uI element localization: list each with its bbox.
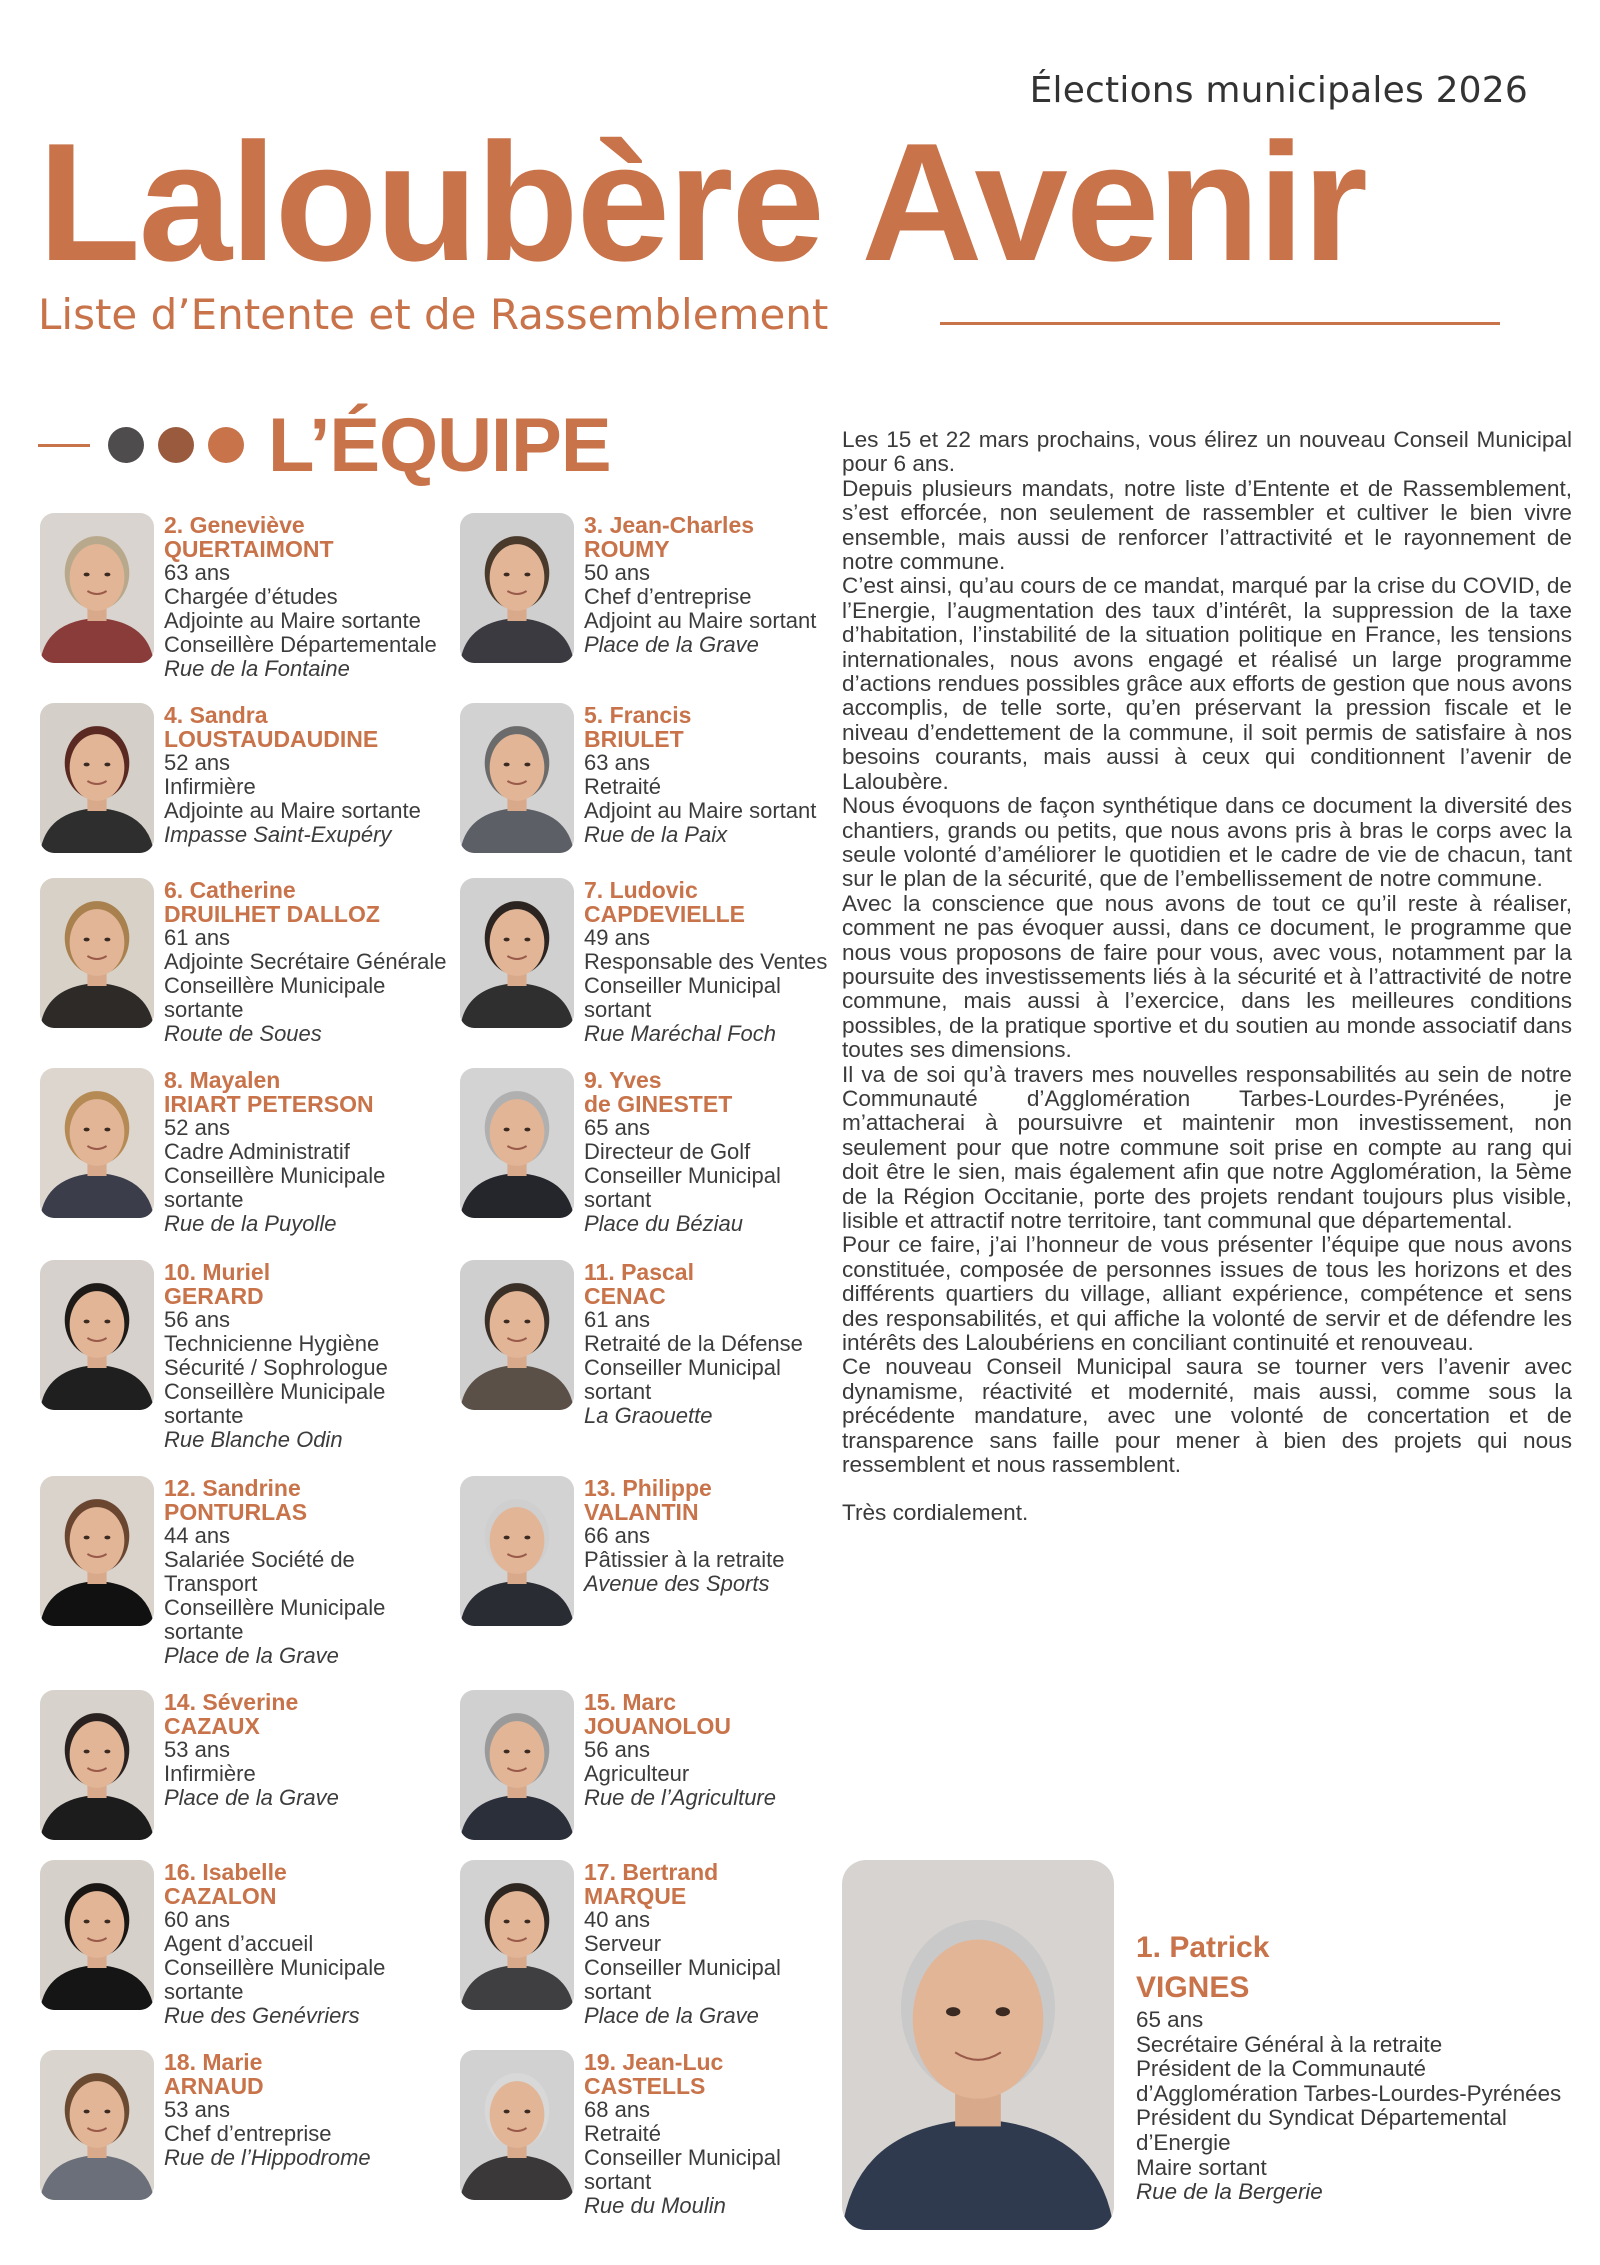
leader-street: Rue de la Bergerie [1136, 2179, 1323, 2205]
member-info [164, 703, 421, 853]
team-member-card [460, 1068, 860, 1236]
member-surname: IRIART PETERSON [164, 1091, 374, 1117]
member-detail: Chef d’entreprise [584, 584, 752, 609]
team-member-card [40, 2050, 440, 2200]
member-info [584, 513, 816, 663]
member-name: 17. Bertrand [584, 1859, 719, 1885]
member-name: 12. Sandrine [164, 1475, 301, 1501]
team-member-card [40, 703, 440, 853]
member-detail: 66 ans [584, 1523, 651, 1548]
member-surname: CENAC [584, 1283, 666, 1309]
member-detail: 56 ans [584, 1737, 651, 1762]
leader-detail: d’Energie [1136, 2129, 1231, 2155]
member-detail: Conseillère Municipale [164, 1379, 386, 1404]
member-name: 8. Mayalen [164, 1067, 281, 1093]
member-detail: Conseillère Départementale [164, 632, 437, 657]
member-detail: 61 ans [584, 1307, 651, 1332]
member-detail: sortante [164, 1979, 244, 2004]
member-detail: Adjointe au Maire sortante [164, 798, 421, 823]
member-detail: sortant [584, 1979, 652, 2004]
member-detail: sortante [164, 997, 244, 1022]
member-detail: Agriculteur [584, 1761, 690, 1786]
member-surname: CAZAUX [164, 1713, 260, 1739]
letter-paragraph: Nous évoquons de façon synthétique dans ce document la diversité des chantiers, grands ou petits, que nous avons pris à bras le corps avec la seule volonté d’améliorer le quotidien et le cadre de vie de chacun, tant sur le plan de la sécurité, que de l’embellissement de notre commune. [842, 793, 1572, 892]
member-detail: sortante [164, 1619, 244, 1644]
member-surname: CAZALON [164, 1883, 277, 1909]
team-member-card [40, 513, 440, 681]
team-member-card [40, 877, 447, 1046]
member-detail: 53 ans [164, 1737, 231, 1762]
member-photo [40, 1860, 154, 2010]
member-street: Rue Maréchal Foch [584, 1021, 776, 1046]
member-detail: Technicienne Hygiène [164, 1331, 380, 1356]
member-photo [40, 513, 154, 663]
member-surname: GERARD [164, 1283, 264, 1309]
member-detail: Conseiller Municipal [584, 973, 781, 998]
member-street: Rue des Genévriers [164, 2003, 360, 2028]
member-detail: 63 ans [584, 750, 651, 775]
team-heading [38, 400, 611, 490]
member-detail: Agent d’accueil [164, 1931, 314, 1956]
member-photo [40, 878, 154, 1028]
brown-dot-icon [158, 427, 194, 463]
member-street: Rue de la Paix [584, 822, 728, 847]
member-street: Route de Soues [164, 1021, 322, 1046]
team-member-card [460, 703, 860, 853]
leader-name: 1. Patrick [1136, 1931, 1270, 1964]
team-member-card [460, 878, 860, 1046]
member-detail: Sécurité / Sophrologue [164, 1355, 388, 1380]
member-info [164, 1690, 339, 1840]
member-photo [40, 2050, 154, 2200]
member-detail: sortante [164, 1403, 244, 1428]
member-detail: 52 ans [164, 750, 231, 775]
member-photo [460, 2050, 574, 2200]
member-detail: 61 ans [164, 925, 231, 950]
member-detail: 63 ans [164, 560, 231, 585]
member-detail: Retraité [584, 2121, 662, 2146]
member-surname: MARQUE [584, 1883, 687, 1909]
team-member-card [460, 1860, 860, 2028]
letter-paragraph: C’est ainsi, qu’au cours de ce mandat, marqué par la crise du COVID, de l’Energie, l’augmentation des taux d’intérêt, la suppression de la taxe d’habitation, l’instabilité de la situation politique en France, les tensions internationales, nous avons engagé et réalisé un large programme d’actions rendues possibles grâce aux efforts de gestion que nous avons accomplis, de telle sorte, qu’en préservant la pression fiscale et le niveau d’endettement de la commune, il soit permis de satisfaire à nos besoins courants, mais aussi à ceux qui conditionnent l’avenir de Laloubère. [842, 573, 1572, 794]
member-detail: Serveur [584, 1931, 662, 1956]
member-street: Rue de l’Hippodrome [164, 2145, 371, 2170]
member-detail: Retraité de la Défense [584, 1331, 803, 1356]
letter-paragraph: Les 15 et 22 mars prochains, vous élirez un nouveau Conseil Municipal pour 6 ans. [842, 427, 1572, 477]
member-detail: Conseillère Municipale [164, 1163, 386, 1188]
member-surname: CAPDEVIELLE [584, 901, 746, 927]
member-photo [460, 878, 574, 1028]
letter-paragraph: Avec la conscience que nous avons de tout ce qu’il reste à réaliser, comment ne pas évoquer aussi, dans ce document, le programme que nous vous proposons de faire pour vous, avec vous, notamment par la poursuite des investissements liés à la sécurité et à l’attractivité de notre commune, mais aussi à l’exercice, dans les meilleures conditions possibles, de la pratique sportive et du soutien au monde associatif dans toutes ses dimensions. [842, 890, 1572, 1063]
member-photo [460, 1860, 574, 2010]
member-detail: 50 ans [584, 560, 651, 585]
leader-detail: d’Agglomération Tarbes-Lourdes-Pyrénées [1136, 2080, 1562, 2106]
member-info [584, 703, 816, 853]
member-name: 14. Séverine [164, 1689, 299, 1715]
member-photo [460, 703, 574, 853]
member-street: Impasse Saint-Exupéry [164, 822, 392, 847]
leader-detail: Maire sortant [1136, 2154, 1267, 2180]
member-detail: Adjointe au Maire sortante [164, 608, 421, 633]
member-street: Place de la Grave [584, 2003, 759, 2028]
member-info [584, 1860, 781, 2028]
member-detail: 60 ans [164, 1907, 231, 1932]
leader-photo [842, 1860, 1114, 2230]
member-street: Rue Blanche Odin [164, 1427, 343, 1452]
member-street: Place de la Grave [584, 632, 759, 657]
member-detail: Retraité [584, 774, 662, 799]
team-member-card [460, 2050, 860, 2218]
member-street: Place de la Grave [164, 1643, 339, 1668]
member-detail: Chef d’entreprise [164, 2121, 332, 2146]
member-surname: QUERTAIMONT [164, 536, 334, 562]
member-info [584, 1476, 785, 1626]
dark-dot-icon [108, 427, 144, 463]
member-name: 7. Ludovic [584, 877, 698, 903]
member-street: Rue du Moulin [584, 2193, 726, 2218]
member-name: 18. Marie [164, 2049, 263, 2075]
member-surname: VALANTIN [584, 1499, 699, 1525]
member-detail: 52 ans [164, 1115, 231, 1140]
team-member-card [40, 1690, 440, 1840]
member-photo [460, 1476, 574, 1626]
leader-info [1136, 1928, 1561, 2205]
letter-paragraph: Depuis plusieurs mandats, notre liste d’Entente et de Rassemblement, s’est efforcée, non seulement de rassembler et cultiver le bien vivre ensemble, mais aussi de renforcer l’attractivité et le rayonnement de notre commune. [842, 475, 1572, 575]
member-name: 19. Jean-Luc [584, 2049, 724, 2075]
mayor-letter [842, 428, 1572, 1526]
letter-paragraph: Ce nouveau Conseil Municipal saura se tourner vers l’avenir avec dynamisme, réactivité et modernité, mais aussi, comme sous la précédente mandature, avec une volonté de concertation et de transparence sans faille pour mener à bien des projets qui nous ressemblent et nous rassemblent. [842, 1354, 1572, 1478]
member-detail: sortant [584, 1379, 652, 1404]
leader-surname: VIGNES [1136, 1971, 1250, 2004]
member-photo [460, 1690, 574, 1840]
member-detail: Adjoint au Maire sortant [584, 608, 817, 633]
member-detail: 68 ans [584, 2097, 651, 2122]
orange-dot-icon [208, 427, 244, 463]
team-member-card [460, 1260, 860, 1428]
member-info [584, 878, 827, 1046]
member-street: Place du Béziau [584, 1211, 743, 1236]
member-detail: sortante [164, 1187, 244, 1212]
member-photo [460, 1260, 574, 1410]
member-detail: Conseillère Municipale [164, 1955, 386, 1980]
member-detail: Pâtissier à la retraite [584, 1547, 785, 1572]
member-name: 10. Muriel [164, 1259, 271, 1285]
member-info [164, 2050, 371, 2200]
team-member-card [40, 1476, 440, 1668]
member-surname: de GINESTET [584, 1091, 733, 1117]
member-surname: ROUMY [584, 536, 670, 562]
election-label: Élections municipales 2026 [1029, 70, 1528, 111]
member-detail: Transport [164, 1571, 258, 1596]
leader-detail: 65 ans [1136, 2007, 1204, 2032]
member-info [164, 1476, 385, 1668]
member-name: 4. Sandra [164, 702, 268, 728]
member-info [584, 1260, 803, 1428]
member-street: Avenue des Sports [584, 1571, 770, 1596]
letter-signoff: Très cordialement. [842, 1500, 1029, 1526]
team-member-card [40, 1860, 440, 2028]
member-detail: Infirmière [164, 774, 256, 799]
member-info [584, 1068, 781, 1236]
team-member-card [460, 1476, 860, 1626]
member-detail: Cadre Administratif [164, 1139, 350, 1164]
member-surname: JOUANOLOU [584, 1713, 731, 1739]
member-info [164, 513, 437, 681]
member-detail: 56 ans [164, 1307, 231, 1332]
member-photo [460, 513, 574, 663]
member-name: 15. Marc [584, 1689, 677, 1715]
member-street: Rue de la Puyolle [164, 1211, 337, 1236]
member-surname: DRUILHET DALLOZ [164, 901, 380, 927]
member-detail: 49 ans [584, 925, 651, 950]
member-detail: sortant [584, 2169, 652, 2194]
member-detail: Conseiller Municipal [584, 1163, 781, 1188]
member-street: Place de la Grave [164, 1785, 339, 1810]
subtitle-rule [940, 322, 1500, 325]
member-surname: CASTELLS [584, 2073, 706, 2099]
member-info [164, 878, 447, 1046]
member-detail: Directeur de Golf [584, 1139, 751, 1164]
member-name: 5. Francis [584, 702, 692, 728]
member-name: 9. Yves [584, 1067, 662, 1093]
member-photo [40, 1068, 154, 1218]
member-detail: 53 ans [164, 2097, 231, 2122]
team-title: L’ÉQUIPE [268, 402, 611, 488]
member-detail: 44 ans [164, 1523, 231, 1548]
leader-detail: Président de la Communauté [1136, 2056, 1426, 2082]
member-name: 13. Philippe [584, 1475, 712, 1501]
member-photo [40, 1690, 154, 1840]
heading-dash [38, 444, 90, 447]
member-info [584, 1690, 776, 1840]
member-info [164, 1260, 388, 1452]
member-photo [40, 1476, 154, 1626]
member-photo [40, 703, 154, 853]
member-detail: Adjoint au Maire sortant [584, 798, 817, 823]
team-member-card [460, 1690, 860, 1840]
member-detail: Conseillère Municipale [164, 973, 386, 998]
team-member-card [40, 1260, 440, 1452]
member-detail: Adjointe Secrétaire Générale [164, 949, 447, 974]
member-surname: ARNAUD [164, 2073, 264, 2099]
member-info [164, 1068, 385, 1236]
member-detail: Salariée Société de [164, 1547, 355, 1572]
member-detail: Responsable des Ventes [584, 949, 828, 974]
letter-paragraph: Pour ce faire, j’ai l’honneur de vous présenter l’équipe que nous avons constituée, composée de personnes issues de tous les horizons et des différents quartiers du village, alliant expérience, compétence et sens des responsabilités, et qui affiche la volonté de servir et de défendre les intérêts des Laloubériens en conciliant continuité et renouveau. [842, 1232, 1572, 1356]
member-photo [460, 1068, 574, 1218]
member-detail: Conseiller Municipal [584, 2145, 781, 2170]
member-surname: BRIULET [584, 726, 684, 752]
member-name: 16. Isabelle [164, 1859, 287, 1885]
list-subtitle: Liste d’Entente et de Rassemblement [38, 290, 829, 339]
member-street: Rue de la Fontaine [164, 656, 350, 681]
member-surname: LOUSTAUDAUDINE [164, 726, 379, 752]
member-detail: Conseiller Municipal [584, 1955, 781, 1980]
team-member-card [40, 1068, 440, 1236]
member-info [164, 1860, 385, 2028]
member-detail: 65 ans [584, 1115, 651, 1140]
member-detail: Conseiller Municipal [584, 1355, 781, 1380]
member-street: La Graouette [584, 1403, 713, 1428]
team-member-card [460, 513, 860, 663]
member-info [584, 2050, 781, 2218]
member-surname: PONTURLAS [164, 1499, 308, 1525]
member-detail: sortant [584, 997, 652, 1022]
member-street: Rue de l’Agriculture [584, 1785, 776, 1810]
member-detail: Infirmière [164, 1761, 256, 1786]
member-name: 3. Jean-Charles [584, 512, 755, 538]
list-title: Laloubère Avenir [38, 108, 1366, 296]
member-detail: Conseillère Municipale [164, 1595, 386, 1620]
letter-paragraph: Il va de soi qu’à travers mes nouvelles responsabilités au sein de notre Communauté d’Agglomération Tarbes-Lourdes-Pyrénées, je m’attacherai à poursuivre et maintenir mon investissement, non seulement pour que notre commune soit prise en compte au rang qui doit être le sien, mais également afin que notre Agglomération, la 5ème de la Région Occitanie, porte des projets rendant toujours plus visible, lisible et attractif notre territoire, tant communal que départemental. [842, 1061, 1572, 1233]
member-detail: Chargée d’études [164, 584, 338, 609]
member-name: 6. Catherine [164, 877, 296, 903]
leader-detail: Secrétaire Général à la retraite [1136, 2031, 1443, 2057]
leader-detail: Président du Syndicat Départemental [1136, 2105, 1507, 2131]
member-name: 11. Pascal [584, 1259, 694, 1285]
member-name: 2. Geneviève [164, 512, 305, 538]
member-detail: sortant [584, 1187, 652, 1212]
member-detail: 40 ans [584, 1907, 651, 1932]
member-photo [40, 1260, 154, 1410]
